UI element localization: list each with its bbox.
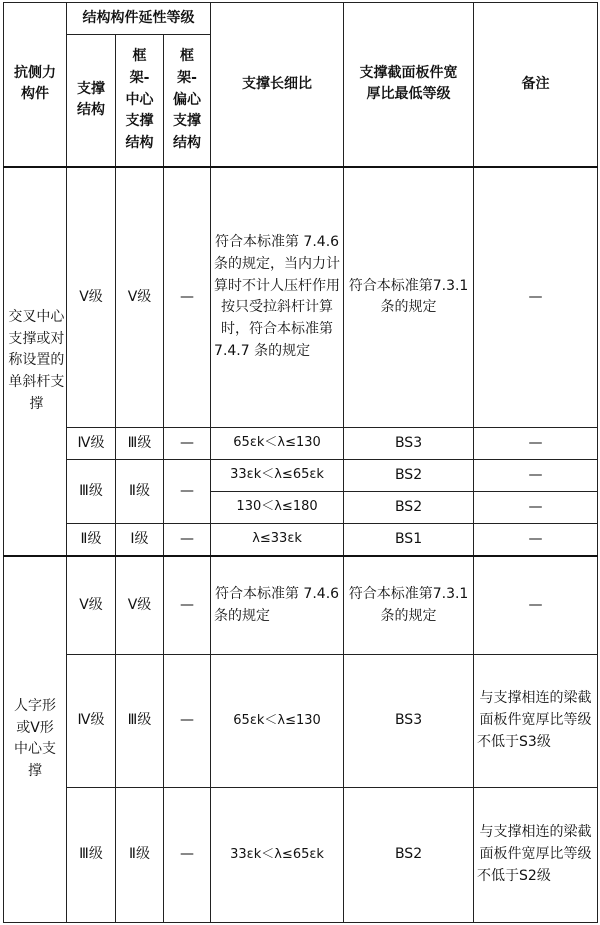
- cell-brace-grade: Ⅳ级: [67, 427, 116, 459]
- cell-brace-grade: Ⅳ级: [67, 655, 116, 787]
- cell-section-class: BS2: [344, 787, 474, 922]
- cell-note: —: [474, 492, 598, 524]
- cell-slenderness: 符合本标准第 7.4.6 条的规定，当内力计算时不计人压杆作用按只受拉斜杆计算时，符合本标准第 7.4.7 条的规定: [211, 167, 344, 428]
- cell-brace-grade: Ⅴ级: [67, 556, 116, 655]
- cell-cbf-grade: Ⅲ级: [116, 427, 164, 459]
- cell-ebf-grade: —: [164, 427, 211, 459]
- cell-note: —: [474, 524, 598, 556]
- cell-note: 与支撑相连的梁截面板件宽厚比等级不低于S2级: [474, 787, 598, 922]
- header-note: 备注: [474, 3, 598, 167]
- header-component: 抗侧力构件: [4, 3, 67, 167]
- cell-note: —: [474, 167, 598, 428]
- header-ductility-group: 结构构件延性等级: [67, 3, 211, 35]
- cell-section-class: 符合本标准第7.3.1条的规定: [344, 556, 474, 655]
- cell-ebf-grade: —: [164, 556, 211, 655]
- cell-cbf-grade: Ⅱ级: [116, 787, 164, 922]
- cell-ebf-grade: —: [164, 459, 211, 523]
- header-brace-structure: 支撑结构: [67, 35, 116, 167]
- cell-brace-grade: Ⅱ级: [67, 524, 116, 556]
- cell-ebf-grade: —: [164, 524, 211, 556]
- cell-note: 与支撑相连的梁截面板件宽厚比等级不低于S3级: [474, 655, 598, 787]
- brace-requirements-table: [3, 2, 598, 923]
- cell-slenderness: 130＜λ≤180: [211, 492, 344, 524]
- cell-cbf-grade: Ⅲ级: [116, 655, 164, 787]
- cell-slenderness: 33εk＜λ≤65εk: [211, 787, 344, 922]
- cell-section-class: BS3: [344, 655, 474, 787]
- cell-slenderness: 65εk＜λ≤130: [211, 655, 344, 787]
- header-slenderness: 支撑长细比: [211, 3, 344, 167]
- cell-ebf-grade: —: [164, 787, 211, 922]
- cell-cbf-grade: Ⅴ级: [116, 556, 164, 655]
- cell-slenderness: 33εk＜λ≤65εk: [211, 459, 344, 491]
- header-frame-cbf: 框架-中心支撑结构: [116, 35, 164, 167]
- header-frame-ebf: 框架-偏心支撑结构: [164, 35, 211, 167]
- cell-slenderness: λ≤33εk: [211, 524, 344, 556]
- cell-section-class: BS2: [344, 459, 474, 491]
- cell-cbf-grade: Ⅴ级: [116, 167, 164, 428]
- cell-section-class: BS2: [344, 492, 474, 524]
- cell-brace-grade: Ⅲ级: [67, 787, 116, 922]
- cell-ebf-grade: —: [164, 655, 211, 787]
- group-label-chevron-bracing: 人字形或Ⅴ形中心支撑: [4, 556, 67, 923]
- cell-cbf-grade: Ⅰ级: [116, 524, 164, 556]
- cell-cbf-grade: Ⅱ级: [116, 459, 164, 523]
- cell-note: —: [474, 427, 598, 459]
- cell-note: —: [474, 459, 598, 491]
- cell-brace-grade: Ⅲ级: [67, 459, 116, 523]
- cell-section-class: BS1: [344, 524, 474, 556]
- cell-note: —: [474, 556, 598, 655]
- cell-brace-grade: Ⅴ级: [67, 167, 116, 428]
- cell-ebf-grade: —: [164, 167, 211, 428]
- cell-slenderness: 符合本标准第 7.4.6 条的规定: [211, 556, 344, 655]
- group-label-cross-bracing: 交叉中心支撑或对称设置的单斜杆支撑: [4, 167, 67, 556]
- cell-slenderness: 65εk＜λ≤130: [211, 427, 344, 459]
- header-section-class: 支撑截面板件宽厚比最低等级: [344, 3, 474, 167]
- cell-section-class: 符合本标准第7.3.1条的规定: [344, 167, 474, 428]
- cell-section-class: BS3: [344, 427, 474, 459]
